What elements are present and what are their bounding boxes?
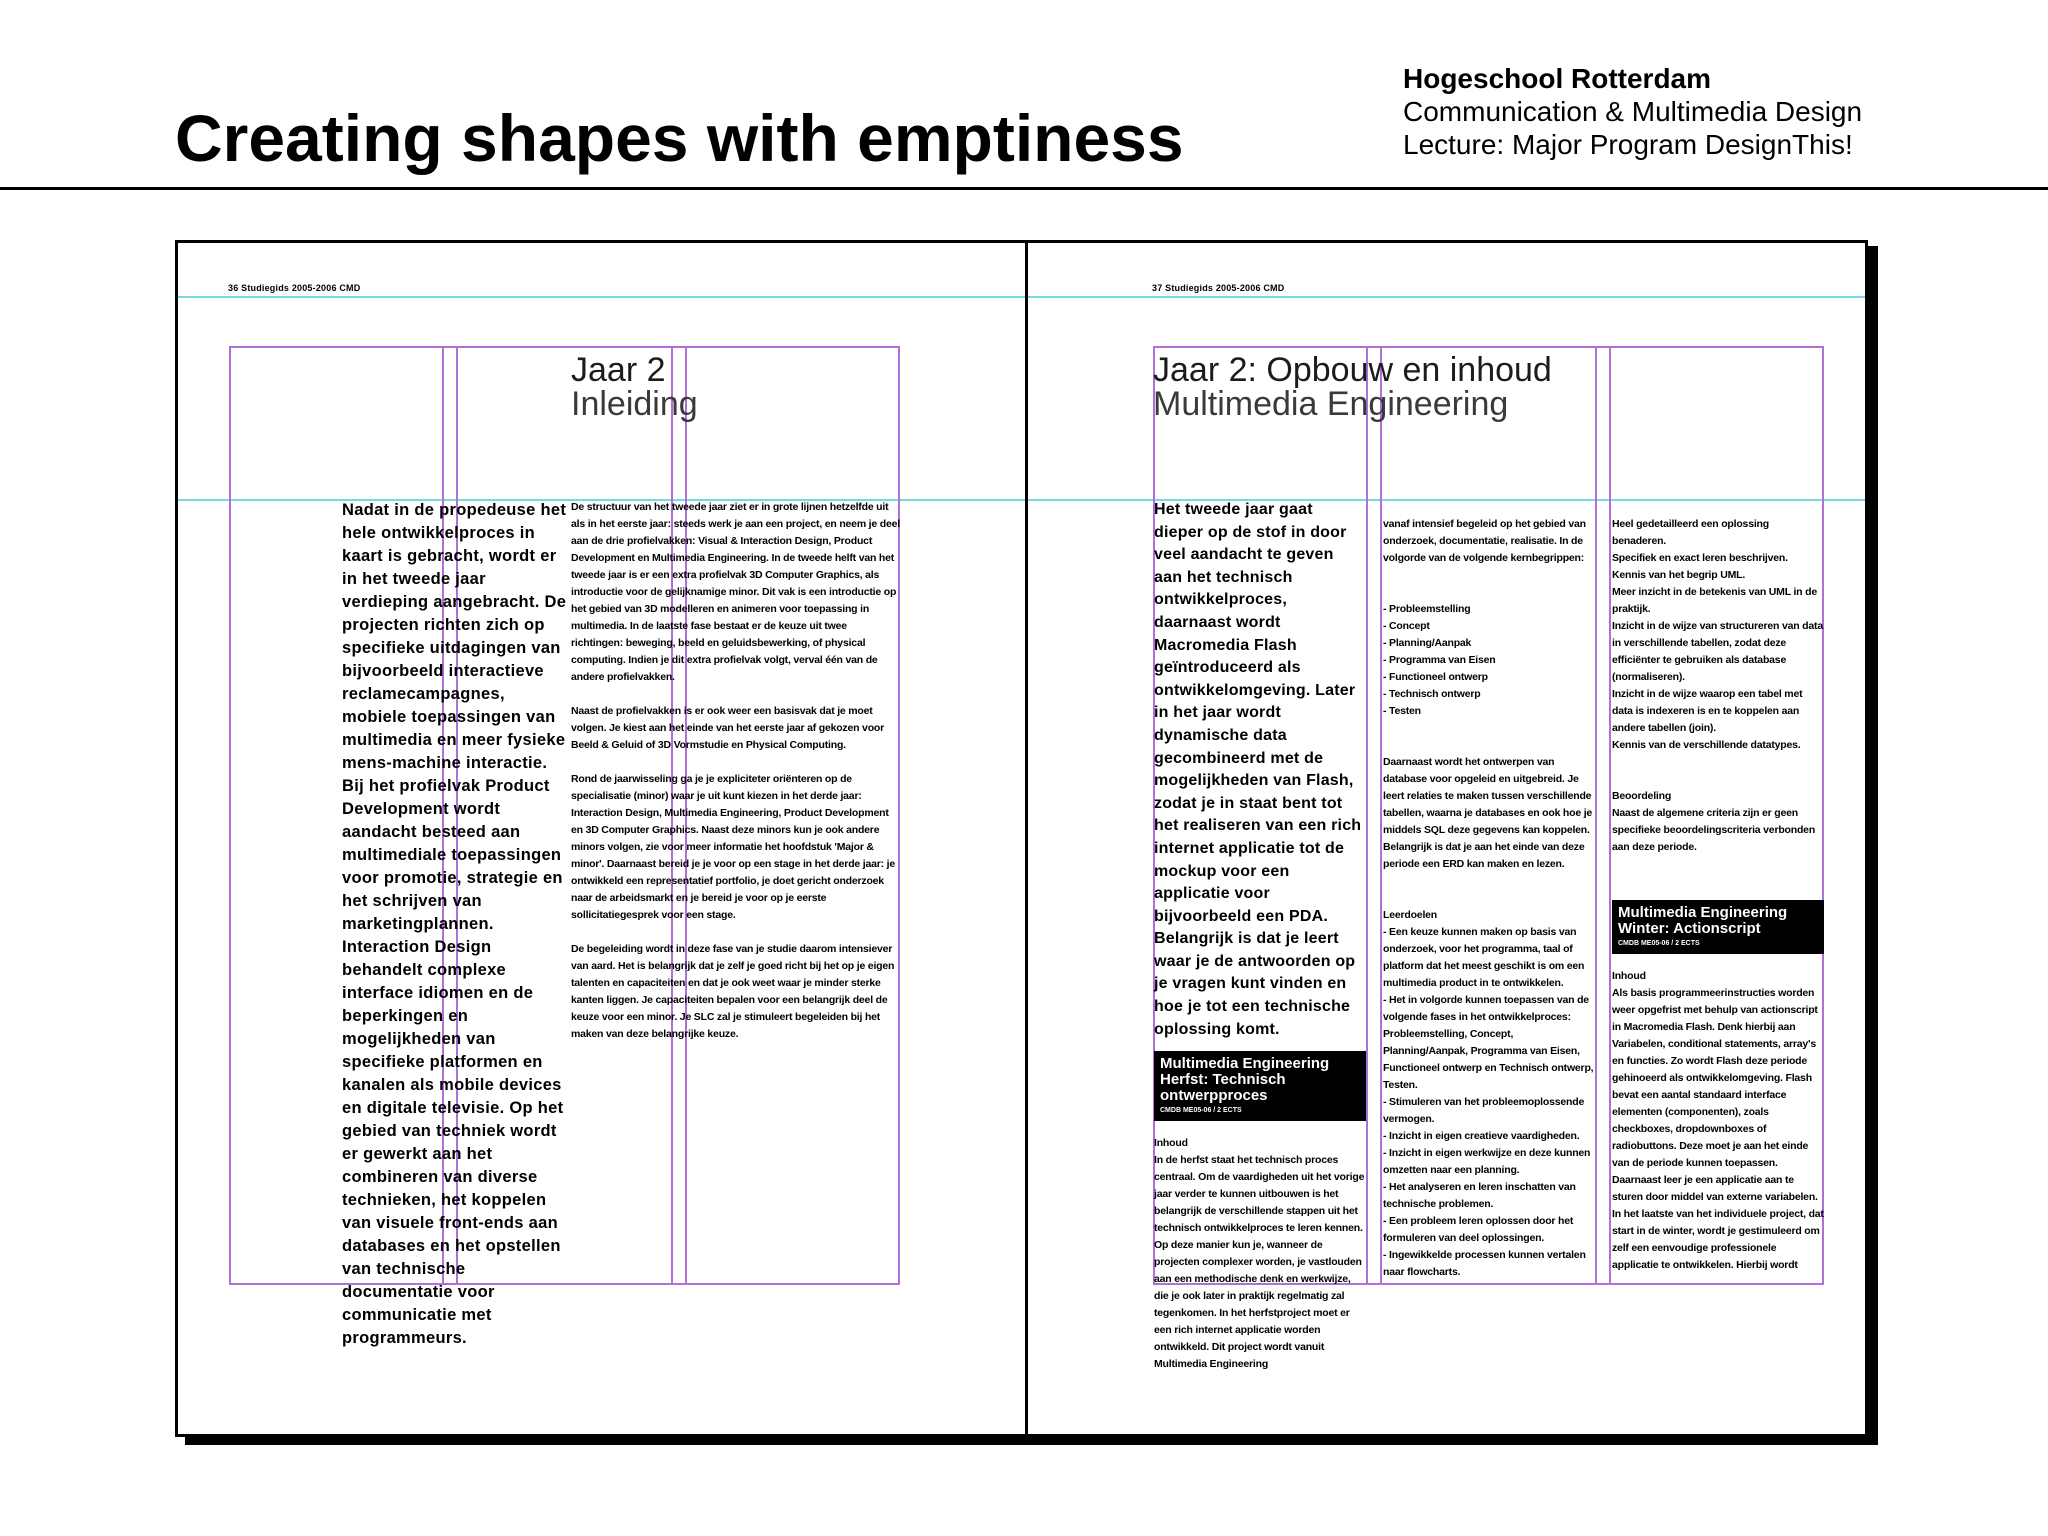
right-column-guide (1595, 346, 1597, 1285)
right-heading-sub: Multimedia Engineering (1153, 385, 1509, 423)
right-column-2-list: - Probleemstelling - Concept - Planning/Aanpak - Programma van Eisen - Functioneel ontwerp - Technisch ontwerp - Testen (1383, 603, 1496, 717)
course-box-winter (1612, 900, 1824, 954)
right-column-guide (1366, 346, 1368, 1285)
left-column-2-paragraph: Naast de profielvakken is er ook weer een basisvak dat je moet volgen. Je kiest aan het einde van het eerste jaar af gekozen voor Beeld & Geluid of 3D Vormstudie en Physical Computing. (571, 705, 885, 751)
right-heading-main: Jaar 2: Opbouw en inhoud (1153, 351, 1552, 389)
right-column-2-paragraph: vanaf intensief begeleid op het gebied van onderzoek, documentatie, realisatie. In de volgorde van de volgende kernbegrippen: (1383, 518, 1586, 564)
left-column-2-paragraph: Rond de jaarwisseling ga je je expliciteter oriënteren op de specialisatie (minor) waar je uit kunt kiezen in het derde jaar: Interaction Design, Multimedia Engineering, Product Development en 3D Computer Graphics. Naast deze minors kun je ook andere minors volgen, zie voor meer informatie het hoofdstuk 'Major & minor'. Daarnaast bereid je je voor op een stage in het derde jaar: je ontwikkeld een representatief portfolio, je doet gericht onderzoek naar de arbeidsmarkt en je bereid je voor op je eerste sollicitatiegesprek voor een stage. (571, 773, 896, 921)
left-column-1-text: Nadat in de propedeuse het hele ontwikkelproces in kaart is gebracht, wordt er in het tweede jaar verdieping aangebracht. De projecten richten zich op specifieke uitdagingen van bijvoorbeeld interactieve reclamecampagnes, mobiele toepassingen van multimedia en meer fysieke mens-machine interactie. Bij het profielvak Product Development wordt aandacht besteed aan multimediale toepassingen voor promotie, strategie en het schrijven van marketingplannen. Interaction Design behandelt complexe interface idiomen en de beperkingen en mogelijkheden van specifieke platformen en kanalen als mobile devices en digitale televisie. Op het gebied van techniek wordt er gewerkt aan het combineren van diverse technieken, het koppelen van visuele front-ends aan databases en het opstellen van technische documentatie voor communicatie met programmeurs. (342, 501, 567, 1347)
right-page-column-2 (1383, 499, 1595, 1289)
right-column-1-section: In de herfst staat het technisch proces centraal. Om de vaardigheden uit het vorige jaar verder te kunnen uitbouwen is het belangrijk de verschillende stappen uit het technisch ontwikkelproces te leren kennen. Op deze manier kun je, wanneer de projecten complexer worden, je vastlouden aan een methodische denk en werkwijze, die je ook later in praktijk regelmatig zal tegenkomen. In het herfstproject moet er een rich internet applicatie worden ontwikkeld. Dit project wordt vanuit Multimedia Engineering (1154, 1154, 1365, 1371)
left-page-folio: 36 Studiegids 2005-2006 CMD (228, 283, 361, 293)
course-box-title: Multimedia Engineering Winter: Actionscript (1618, 904, 1788, 937)
left-heading-main: Jaar 2 (571, 351, 666, 389)
left-column-2-paragraph: De begeleiding wordt in deze fase van je studie daarom intensiever van aard. Het is belangrijk dat je zelf je goed richt bij het op je eigen talenten en capaciteiten en dat je ook weet waar je minder sterke kanten liggen. Je capaciteiten bepalen voor een belangrijk deel de keuze voor een minor. Je SLC zal je stimuleert begeleiden bij het maken van deze belangrijke keuze. (571, 943, 895, 1040)
left-page-column-1 (342, 499, 568, 1347)
right-column-1-intro: Het tweede jaar gaat dieper op de stof in door veel aandacht te geven aan het technisch ontwikkelproces, daarnaast wordt Macromedia Flash geïntroduceerd als ontwikkelomgeving. Later in het jaar wordt dynamische data gecombineerd met de mogelijkheden van Flash, zodat je in staat bent tot het realiseren van een rich internet applicatie tot de mockup voor een applicatie voor bijvoorbeeld een PDA. Belangrijk is dat je leert waar je de antwoorden op je vragen kunt vinden en hoe je tot een technische oplossing komt. (1154, 501, 1362, 1038)
section-heading: Inhoud (1612, 970, 1646, 982)
right-column-guide (1380, 346, 1382, 1285)
right-page-folio: 37 Studiegids 2005-2006 CMD (1152, 283, 1285, 293)
brochure-spread (175, 240, 1868, 1437)
right-page-heading (1153, 353, 1552, 421)
lecture-name: Lecture: Major Program DesignThis! (1403, 129, 1853, 160)
department-name: Communication & Multimedia Design (1403, 96, 1863, 127)
header-divider (0, 187, 2048, 190)
course-box-herfst (1154, 1051, 1366, 1121)
section-heading: Inhoud (1154, 1137, 1188, 1150)
right-column-2-list: Leerdoelen - Een keuze kunnen maken op basis van onderzoek, voor het programma, taal of platform dat het meest geschikt is om een multimedia product in te ontwikkelen. - Het in volgorde kunnen toepassen van de volgende fases in het ontwikkelproces: Probleemstelling, Concept, Planning/Aanpak, Programma van Eisen, Functioneel ontwerp en Technisch ontwerp, Testen. - Stimuleren van het probleemoplossende vermogen. - Inzicht in eigen creatieve vaardigheden. - Inzicht in eigen werkwijze en deze kunnen omzetten naar een planning. - Het analyseren en leren inschatten van technische problemen. - Een probleem leren oplossen door het formuleren van deel oplossingen. - Ingewikkelde processen kunnen vertalen naar flowcharts. (1383, 909, 1594, 1278)
left-heading-sub: Inleiding (571, 385, 698, 423)
right-column-2-paragraph: Daarnaast wordt het ontwerpen van database voor opgeleid en uitgebreid. Je leert relaties te maken tussen verschillende tabellen, waarna je databases en ook hoe je middels SQL deze gegevens kan koppelen. Belangrijk is dat je aan het einde van deze periode een ERD kan maken en lezen. (1383, 756, 1593, 870)
left-page-heading (571, 353, 698, 421)
spread-spine (1025, 243, 1028, 1434)
slide-title: Creating shapes with emptiness (175, 101, 1184, 175)
right-page-column-3 (1612, 499, 1824, 1289)
course-box-subtitle: CMDB ME05-06 / 2 ECTS (1160, 1107, 1242, 1115)
course-box-subtitle: CMDB ME05-06 / 2 ECTS (1618, 940, 1700, 947)
institution-name: Hogeschool Rotterdam (1403, 63, 1712, 94)
header-info (1403, 62, 1862, 161)
left-page-column-2 (571, 499, 901, 1289)
right-page-column-1 (1154, 499, 1366, 1371)
right-column-3-section: Als basis programmeerinstructies worden weer opgefrist met behulp van actionscript in Macromedia Flash. Denk hierbij aan Variabelen, conditional statements, array's en functies. Zo wordt Flash deze periode gehinoeerd als ontwikkelomgeving. Flash bevat een aantal standaard interface elementen (componenten), zoals checkboxes, dropdownboxes of radiobuttons. Deze moet je aan het einde van de periode kunnen toepassen. Daarnaast leer je een applicatie aan te sturen door middel van externe variabelen. In het laatste van het individuele project, dat start in de winter, wordt je gestimuleerd om zelf een eenvoudige professionele applicatie te ontwikkelen. Hierbij wordt (1612, 987, 1824, 1271)
right-column-3-paragraph: Beoordeling Naast de algemene criteria zijn er geen specifieke beoordelingscriteria verbonden aan deze periode. (1612, 790, 1816, 853)
right-column-3-paragraph: Heel gedetailleerd een oplossing benaderen. Specifiek en exact leren beschrijven. Kennis van het begrip UML. Meer inzicht in de betekenis van UML in de praktijk. Inzicht in de wijze van structureren van data in verschillende tabellen, zodat deze efficiënter te gebruiken als database (normaliseren). Inzicht in de wijze waarop een tabel met data is indexeren is en te koppelen aan andere tabellen (join). Kennis van de verschillende datatypes. (1612, 518, 1823, 751)
guide-line-top (178, 296, 1865, 298)
course-box-title: Multimedia Engineering Herfst: Technisch ontwerpproces (1160, 1055, 1330, 1105)
left-column-2-paragraph: De structuur van het tweede jaar ziet er in grote lijnen hetzelfde uit als in het eerste jaar: steeds werk je aan een project, en neem je deel aan de drie profielvakken: Visual & Interaction Design, Product Development en Multimedia Engineering. In de tweede helft van het tweede jaar is er een extra profielvak 3D Computer Graphics, als introductie voor de gelijknamige minor. Dit vak is een introductie op het gebied van 3D modelleren en animeren voor toepassing in multimedia. In de laatste fase bestaat er de keuze uit twee richtingen: beweging, beeld en geluidsbewerking, of physical computing. Indien je dit extra profielvak volgt, verval één van de andere profielvakken. (571, 501, 900, 683)
right-column-guide (1609, 346, 1611, 1285)
